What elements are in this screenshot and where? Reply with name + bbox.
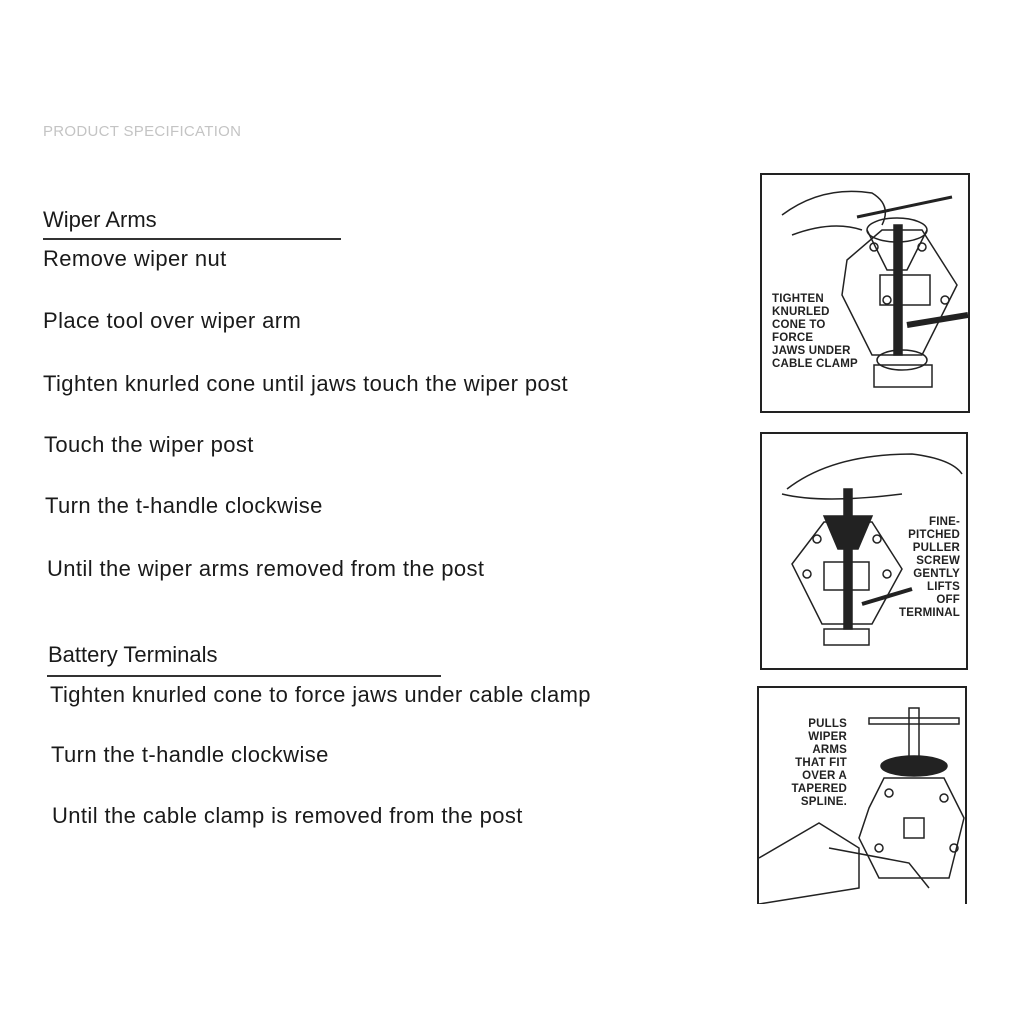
step: Tighten knurled cone to force jaws under cable clamp [50, 682, 591, 707]
illustration-caption: PULLS WIPER ARMS THAT FIT OVER A TAPERED SPLINE. [791, 718, 847, 808]
step: Turn the t-handle clockwise [45, 493, 323, 518]
illustration-caption: TIGHTEN KNURLED CONE TO FORCE JAWS UNDER CABLE CLAMP [772, 293, 858, 370]
heading-underline [47, 675, 441, 677]
illustration-panel-terminal [760, 432, 968, 670]
step: Turn the t-handle clockwise [51, 742, 329, 767]
heading-underline [43, 238, 341, 240]
section-heading-battery-terminals: Battery Terminals [48, 642, 218, 667]
illustration-caption: FINE- PITCHED PULLER SCREW GENTLY LIFTS OFF TERMINAL [898, 516, 960, 619]
illustration-panel-cable-clamp [760, 173, 970, 413]
step: Remove wiper nut [43, 246, 227, 271]
step: Tighten knurled cone until jaws touch the wiper post [43, 371, 569, 396]
illustration-panel-wiper-arm [757, 686, 967, 904]
step: Until the wiper arms removed from the post [47, 556, 485, 581]
step: Touch the wiper post [44, 432, 254, 457]
step: Place tool over wiper arm [43, 308, 302, 333]
section-heading-wiper-arms: Wiper Arms [43, 207, 157, 232]
step: Until the cable clamp is removed from the post [52, 803, 523, 828]
page-title: PRODUCT SPECIFICATION [43, 123, 242, 140]
